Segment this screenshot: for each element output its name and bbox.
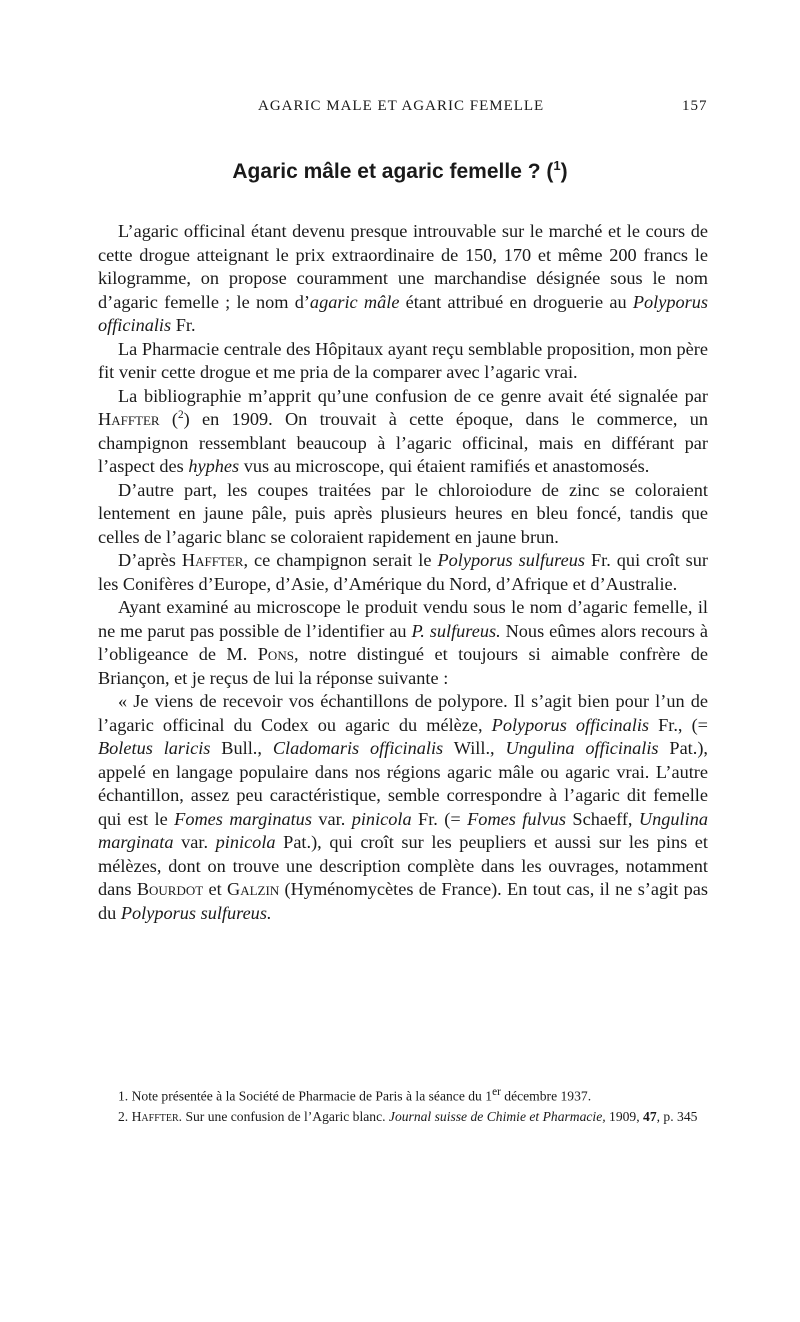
running-head-title: AGARIC MALE ET AGARIC FEMELLE	[258, 98, 545, 114]
paragraph-6: Ayant examiné au microscope le produit vendu sous le nom d’agaric femelle, il ne me parut pas possible de l’identifier au P. sulfureus. Nous eûmes alors recours à l’obligeance de M. Pons, notre distingué et toujours si aimable confrère de Briançon, et je reçus de lui la réponse suivante :	[98, 597, 708, 688]
paragraph-2: La Pharmacie centrale des Hôpitaux ayant reçu semblable proposition, mon père fit venir cette drogue et me pria de la comparer avec l’agaric vrai.	[98, 338, 708, 382]
article-body	[98, 220, 708, 925]
paragraph-3: La bibliographie m’apprit qu’une confusion de ce genre avait été signalée par Haffter ($^2$) en 1909. On trouvait à cette époque, dans le commerce, un champignon ressemblant beaucoup à l’agaric officinal, mais en différant par l’aspect des hyphes vus au microscope, qui étaient ramifiés et anastomosés.	[98, 385, 708, 476]
article-title-text: Agaric mâle et agaric femelle ?	[232, 160, 541, 183]
paragraph-5: D’après Haffter, ce champignon serait le Polyporus sulfureus Fr. qui croît sur les Conifères d’Europe, d’Asie, d’Amérique du Nord, d’Afrique et d’Australie.	[98, 550, 708, 594]
page-number: 157	[682, 98, 708, 114]
footnote-ref-2: 2	[177, 408, 184, 421]
paragraph-7-quote: « Je viens de recevoir vos échantillons de polypore. Il s’agit bien pour l’un de l’agaric officinal du Codex ou agaric du mélèze, Polyporus officinalis Fr., (= Boletus laricis Bull., Cladomaris officinalis Will., Ungulina officinalis Pat.), appelé en langage populaire dans nos régions agaric mâle ou agaric vrai. L’autre échantillon, assez peu caractéristique, semble correspondre à l’agaric dit femelle qui est le Fomes marginatus var. pinicola Fr. (= Fomes fulvus Schaeff, Ungulina marginata var. pinicola Pat.), qui croît sur les peupliers et aussi sur les pins et mélèzes, dont on trouve une description complète dans les ouvrages, notamment dans Bourdot et Galzin (Hyménomycètes de France). En tout cas, il ne s’agit pas du Polyporus sulfureus.	[98, 691, 709, 923]
paragraph-1: L’agaric officinal étant devenu presque introuvable sur le marché et le cours de cette drogue atteignant le prix extraordinaire de 150, 170 et même 200 francs le kilogramme, on propose couramment une marchandise désignée sous le nom d’agaric femelle ; le nom d’agaric mâle étant attribué en droguerie au Polyporus officinalis Fr.	[98, 221, 708, 335]
footnote-2: 2. Haffter. Sur une confusion de l’Agaric blanc. Journal suisse de Chimie et Pharmacie, 1909, 47, p. 345	[118, 1108, 698, 1124]
footnote-1: 1. Note présentée à la Société de Pharmacie de Paris à la séance du 1er décembre 1937.	[118, 1086, 592, 1104]
title-footnote-ref: 1	[553, 158, 561, 173]
paragraph-4: D’autre part, les coupes traitées par le chloroiodure de zinc se coloraient lentement en jaune pâle, puis après plusieurs heures en bleu foncé, tandis que celles de l’agaric blanc se coloraient rapidement en jaune brun.	[98, 479, 708, 547]
article-title: Agaric mâle et agaric femelle ? ($^1$)	[232, 158, 568, 183]
footnotes	[98, 1082, 708, 1127]
author-haffter: Haffter	[98, 409, 160, 429]
